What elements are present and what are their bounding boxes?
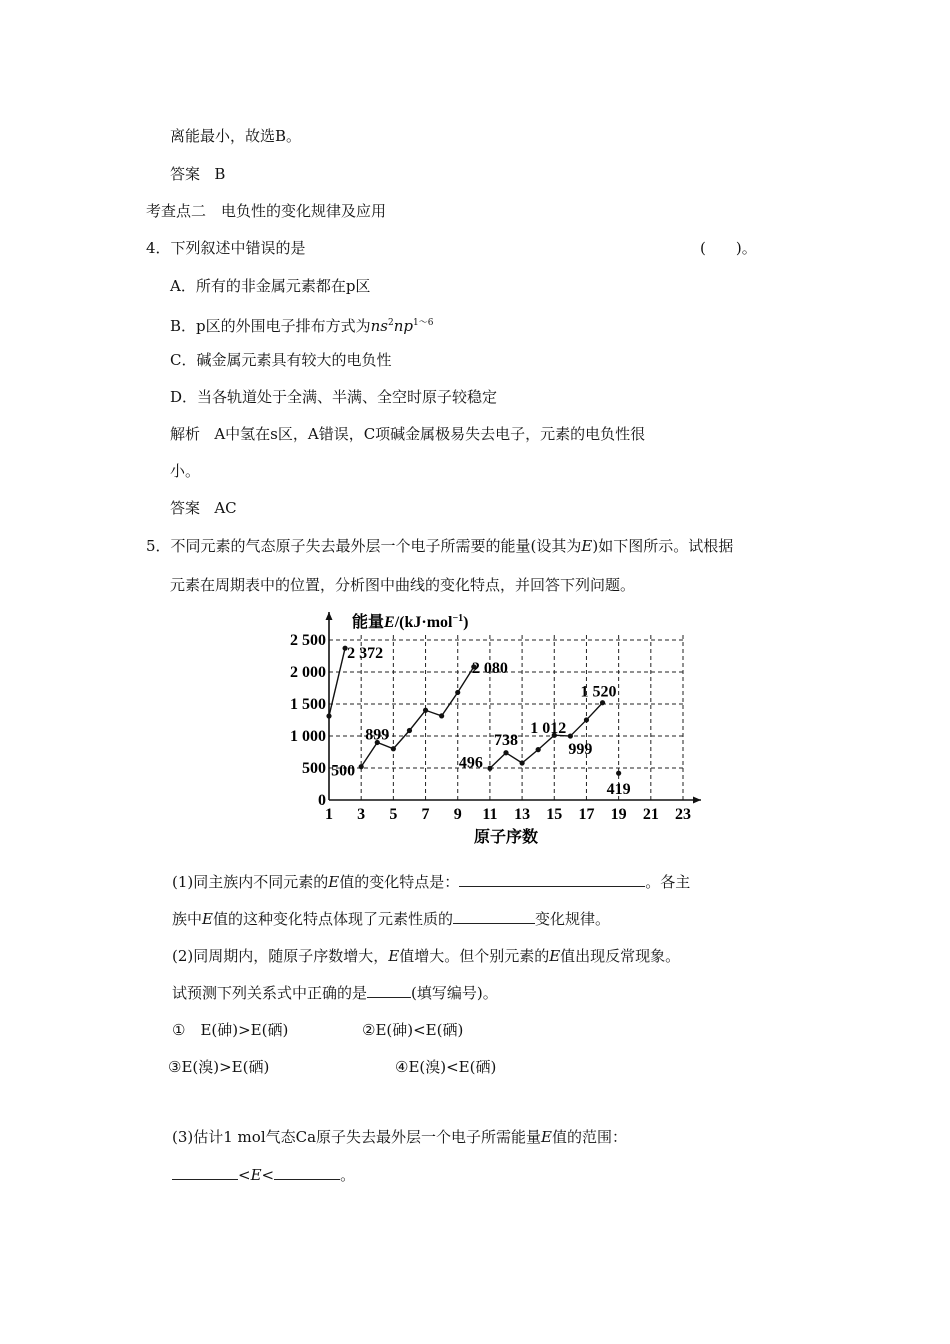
data-point [439,713,444,718]
answer-blank[interactable] [367,983,411,998]
x-tick-label: 1 [325,806,333,823]
data-point [584,717,589,722]
data-label: 999 [568,741,593,759]
x-tick-label: 9 [453,806,462,823]
y-tick-label: 0 [318,792,326,809]
data-label: 500 [331,762,356,780]
q4-stem [146,238,306,258]
answer-blank[interactable] [172,1165,238,1180]
x-tick-label: 17 [578,806,595,823]
chart-lines [329,648,603,768]
data-label: 1 520 [580,683,617,701]
x-tick-label: 19 [610,806,627,823]
question-number: 4． [146,239,171,257]
q3-answer [170,164,225,184]
data-point [568,733,573,738]
data-label: 419 [606,781,631,799]
x-tick-label: 21 [642,806,659,823]
question-stem: 下列叙述中错误的是 [170,239,306,257]
data-point [616,771,621,776]
series-line [361,667,474,767]
x-tick-label: 23 [675,806,691,823]
analysis-label: 解析 [170,425,201,443]
answer-value: AC [214,499,237,517]
q5-sub1-line1: (1)同主族内不同元素的E值的变化特点是： 。各主 [172,873,691,891]
x-tick-label: 5 [389,806,398,823]
data-label: 2 080 [471,659,508,677]
data-label: 496 [458,754,483,772]
series-line [329,648,345,716]
q4-option-c: C．碱金属元素具有较大的电负性 [170,351,392,369]
y-axis-label: 能量E/(kJ·mol$^{-1}$) [352,613,469,631]
y-tick-label: 1 000 [290,728,326,745]
x-tick-label: 11 [482,806,498,823]
y-axis-arrow [326,612,333,620]
x-tick-label: 13 [514,806,531,823]
q4-option-b: B．p区的外围电子排布方式为$ns^2np^{1\sim 6}$ [170,317,434,335]
data-point [391,746,396,751]
section-heading: 考查点二 电负性的变化规律及应用 [146,202,387,220]
q5-option-2: ②E(砷)<E(硒) [362,1021,464,1039]
question-number: 5． [146,537,171,555]
answer-blank[interactable] [459,872,645,887]
chart-axes [326,612,702,804]
data-point [487,766,492,771]
answer-paren: ( )。 [700,239,757,257]
q5-sub1-line2: 族中E值的这种变化特点体现了元素性质的 变化规律。 [172,910,610,928]
answer-label: 答案 [170,165,201,183]
data-point [536,747,541,752]
q3-tail-text: 离能最小，故选B。 [170,127,302,145]
q5-sub2-line2: 试预测下列关系式中正确的是 (填写编号)。 [172,984,498,1002]
x-axis-arrow [693,797,701,804]
q5-option-4: ④E(溴)<E(硒) [395,1058,497,1076]
data-label: 1 012 [530,720,567,738]
x-tick-label: 3 [357,806,366,823]
q4-answer [170,498,237,518]
q5-sub2-line1: (2)同周期内，随原子序数增大，E值增大。但个别元素的E值出现反常现象。 [172,947,681,965]
data-point [600,700,605,705]
data-point [503,750,508,755]
x-tick-label: 7 [421,806,430,823]
y-tick-label: 2 000 [290,664,326,681]
answer-value: B [214,165,226,183]
q5-sub3-line2: <E< 。 [172,1165,355,1185]
q5-option-3: ③E(溴)>E(硒) [168,1058,270,1076]
data-point [423,708,428,713]
answer-blank[interactable] [453,909,535,924]
y-tick-label: 500 [302,760,326,777]
q4-option-a: A．所有的非金属元素都在p区 [170,277,371,295]
y-tick-label: 1 500 [290,696,326,713]
data-label: 2 372 [347,645,384,663]
data-point [519,760,524,765]
q4-analysis: 解析 A中氢在s区，A错误，C项碱金属极易失去电子，元素的电负性很 [170,425,646,443]
data-point [359,764,364,769]
y-tick-label: 2 500 [290,632,326,649]
ionization-energy-chart [290,606,710,848]
q5-sub3-line1: (3)估计1 mol气态Ca原子失去最外层一个电子所需能量E值的范围： [172,1128,628,1146]
x-tick-label: 15 [546,806,563,823]
q4-analysis-cont: 小。 [170,462,201,480]
q5-stem-line2: 元素在周期表中的位置，分析图中曲线的变化特点，并回答下列问题。 [170,576,636,594]
q4-option-d: D．当各轨道处于全满、半满、全空时原子较稳定 [170,388,498,406]
data-point [407,728,412,733]
data-point [326,713,331,718]
q5-stem-line1: 5．不同元素的气态原子失去最外层一个电子所需要的能量(设其为E)如下图所示。试根据 [146,537,734,555]
answer-blank[interactable] [274,1165,340,1180]
data-point [455,690,460,695]
answer-label: 答案 [170,499,201,517]
data-label: 899 [365,726,390,744]
x-axis-label: 原子序数 [473,829,539,846]
q5-option-1: ① E(砷)>E(硒) [172,1021,289,1039]
data-label: 738 [494,731,518,749]
